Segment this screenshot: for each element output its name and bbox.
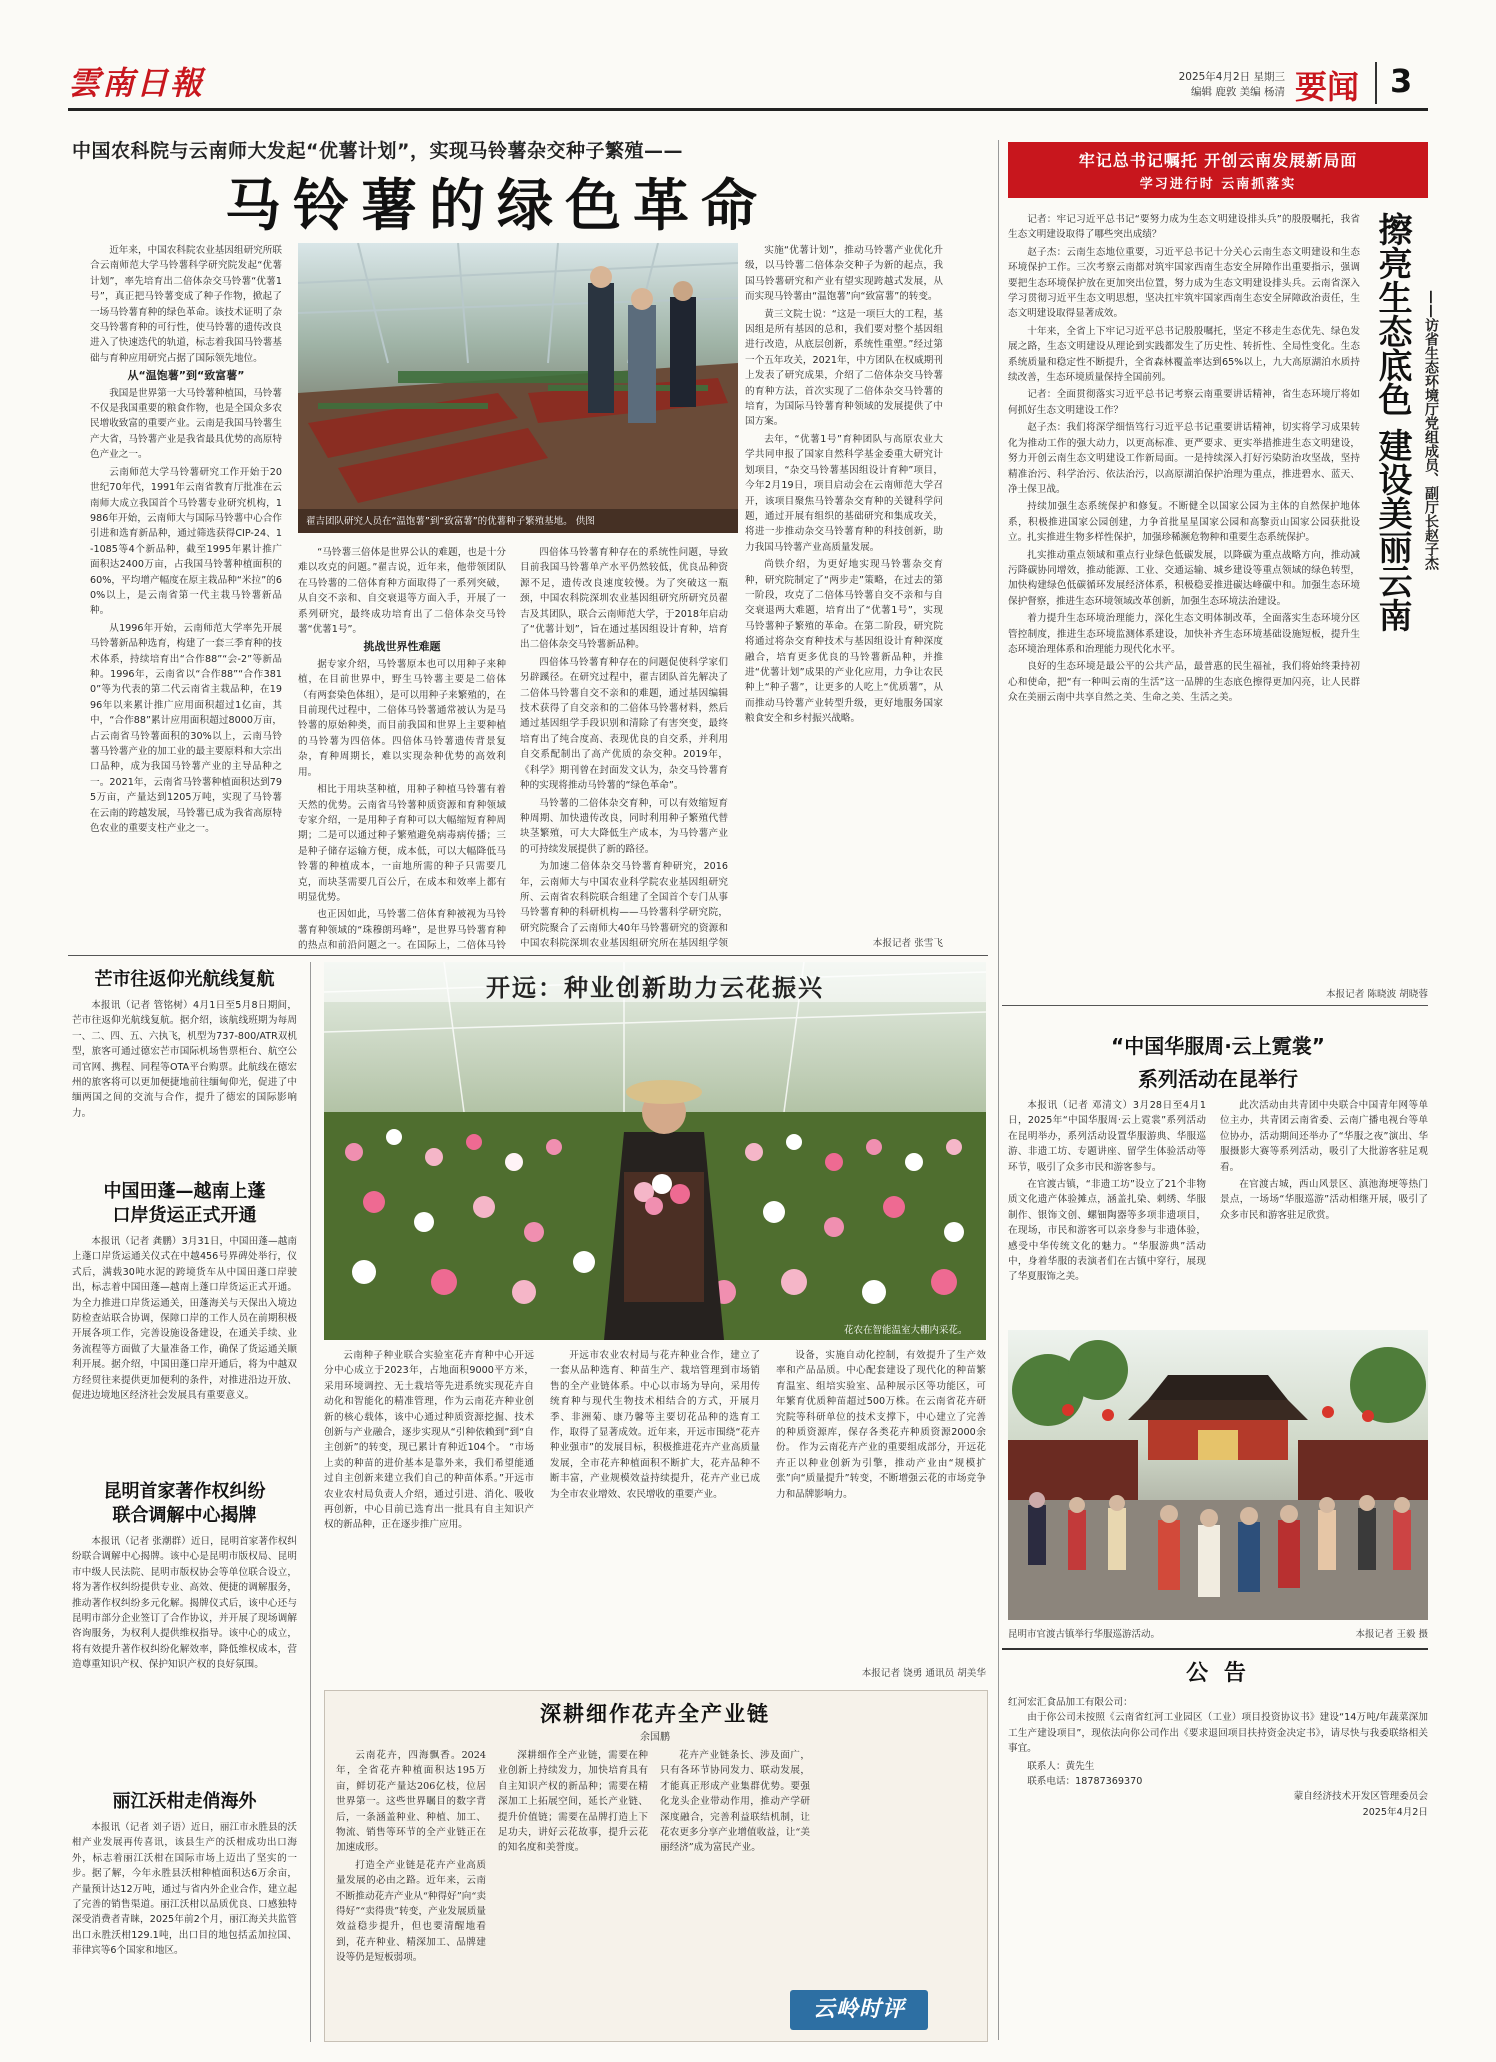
column-rule-right: [998, 140, 999, 2040]
kaiyuan-column-3: 设备，实施自动化控制，有效提升了生产效率和产品品质。中心配套建设了现代化的种苗繁育温室、组培实验室、品种展示区等功能区，可年繁育优质种苗超过500万株。在云南省花卉研究院等科研单位的技术支撑下，中心建立了完善的种质资源库，保存各类花卉种质资源2000余份。 作为云南花卉产业的重要组成部分，开远花卉正以种业创新为引擎，推动产业由“规模扩张”向“质量提升”转变，不断增强云花的市场竞争力和品牌影响力。: [776, 1350, 986, 1500]
kaiyuan-column-1: 云南种子种业联合实验室花卉育种中心开远分中心成立于2023年，占地面积9000平方米，采用环境调控、无土栽培等先进系统实现花卉自动化和智能化的精准管理，作为云南花卉种业创新的核心载体，该中心通过种质资源挖掘、技术创新与产业融合，逐步实现从“引种依赖到”到“自主创新”的转变，现已累计育种近104个。 “市场上卖的种苗的进价基本是靠外来，我们希望能通过自主创新来建立我们自己的种苗体系。”开远市农业农村局负责人介绍，通过引进、消化、吸收再创新，中心目前已选育出一批具有自主知识产权的新品种，正在逐步推广应用。: [324, 1350, 534, 1531]
hanfu-title-line-1: “中国华服周·云上霓裳”: [1111, 1034, 1325, 1058]
commentary-column-3: 花卉产业链条长、涉及面广，只有各环节协同发力、联动发展，才能真正形成产业集群优势。要强化龙头企业带动作用，推动产学研深度融合，完善利益联结机制，让花农更多分享产业增值收益，让“美丽经济”成为富民产业。: [660, 1750, 810, 1854]
potato-photo-caption: 翟吉团队研究人员在“温饱薯”到“致富薯”的优薯种子繁殖基地。 供图: [306, 516, 595, 527]
section-name: 要闻: [1295, 68, 1360, 106]
potato-greenhouse-photo: [298, 243, 738, 533]
notice-title: 公 告: [1186, 1661, 1250, 1686]
hanfu-headline: [1008, 1030, 1428, 1092]
hanfu-title-line-2: 系列活动在昆举行: [1138, 1067, 1298, 1091]
lead-column-3: 四倍体马铃薯育种存在的系统性问题，导致目前我国马铃薯单产水平仍然较低，优良品种资源不足，遗传改良速度较慢。为了突破这一瓶颈，中国农科院深圳农业基因组研究所研究员翟吉及其团队，联合云南师范大学，于2018年启动了“优薯计划”，旨在通过基因组设计育种，培育出二倍体杂交马铃薯新品种。 四倍体马铃薯育种存在的问题促使科学家们另辟蹊径。在研究过程中，翟吉团队首先解决了二倍体马铃薯自交不亲和的难题，通过基因编辑技术获得了自交亲和的二倍体马铃薯材料，然后通过基因组学手段识别和清除了有害突变，最终培育出了纯合度高、表现优良的自交系，并利用自交系配制出了高产优质的杂交种。2019年，《科学》期刊曾在封面发文认为，杂交马铃薯育种的实现将推动马铃薯的“绿色革命”。 马铃薯的二倍体杂交育种，可以有效缩短育种周期、加快遗传改良，同时利用种子繁殖代替块茎繁殖，可大大降低生产成本，为马铃薯产业的可持续发展提供了新的路径。 为加速二倍体杂交马铃薯育种研究，2016年，云南师大与中国农业科学院农业基因组研究所、云南省农科院联合组建了全国首个专门从事马铃薯育种的科研机构——马铃薯科学研究院，研究院聚合了云南师大40年马铃薯研究的资源和中国农科院深圳农业基因组研究所在基因组学领: [520, 547, 728, 950]
hanfu-column-2: 此次活动由共青团中央联合中国青年网等单位主办，共青团云南省委、云南广播电视台等单位协办，活动期间还举办了“华服之夜”演出、华服摄影大赛等系列活动，吸引了大批游客驻足观看。 在官渡古城，西山风景区、滇池海埂等热门景点，一场场“华服巡游”活动相继开展，吸引了众多市民和游客驻足欣赏。: [1220, 1100, 1428, 1221]
kaiyuan-photo-caption: 花农在智能温室大棚内采花。: [844, 1325, 968, 1336]
commentary-column-1: 云南花卉，四海飘香。2024年，全省花卉种植面积达195万亩，鲜切花产量达206亿枝，位居世界第一。这些世界瞩目的数字背后，一条涵盖种业、种植、加工、物流、销售等环节的全产业链正在加速成形。 打造全产业链是花卉产业高质量发展的必由之路。近年来，云南不断推动花卉产业从“种得好”向“卖得好”“卖得贵”转变，产业发展质量效益稳步提升，但也要清醒地看到，花卉种业、精深加工、品牌建设等仍是短板弱项。: [336, 1750, 486, 1964]
hanfu-photo-byline: 本报记者 王毅 摄: [1355, 1629, 1428, 1640]
left-news-4-title: 丽江沃柑走俏海外: [112, 1791, 257, 1812]
notice-body: 由于你公司未按照《云南省红河工业园区（工业）项目投资协议书》建设“14万吨/年蔬菜深加工生产建设项目”，现依法向你公司作出《要求退回项目扶持资金决定书》，请尽快与我委联络相关事宜。: [1008, 1712, 1428, 1755]
sidebar-body: 记者：牢记习近平总书记“要努力成为生态文明建设排头兵”的殷殷嘱托，我省生态文明建设取得了哪些突出成绩？ 赵子杰：云南生态地位重要，习近平总书记十分关心云南生态文明建设和生态环境保护工作。三次考察云南都对筑牢国家西南生态安全屏障作出重要指示，强调要把生态环境保护放在更加突出位置，努力成为生态文明建设排头兵。云南省深入学习贯彻习近平生态文明思想，坚决扛牢筑牢国家西南生态安全屏障政治责任，生态文明建设取得显著成效。 十年来，全省上下牢记习近平总书记殷殷嘱托，坚定不移走生态优先、绿色发展之路，生态文明建设从理论到实践都发生了历史性、转折性、全局性变化。生态系统质量和稳定性不断提升，全省森林覆盖率达到65%以上，九大高原湖泊水质持续改善，生态环境质量保持全国前列。 记者：全面贯彻落实习近平总书记考察云南重要讲话精神，省生态环境厅将如何抓好生态文明建设工作？ 赵子杰：我们将深学细悟笃行习近平总书记重要讲话精神，切实将学习成果转化为推动工作的强大动力，以更高标准、更严要求、更实举措推进生态文明建设，努力开创云南生态文明建设工作新局面。一是持续深入打好污染防治攻坚战，坚持精准治污、科学治污、依法治污，以高原湖泊保护治理为重点，推进碧水、蓝天、净土保卫战。 持续加强生态系统保护和修复。不断健全以国家公园为主体的自然保护地体系，积极推进国家公园创建，力争首批星星国家公园和高黎贡山国家公园获批设立。扎实推进生物多样性保护，加强珍稀濒危物种和重要生态系统保护。 扎实推动重点领域和重点行业绿色低碳发展，以降碳为重点战略方向，推动减污降碳协同增效，推动能源、工业、交通运输、城乡建设等重点领域的绿色转型，加快构建绿色低碳循环发展经济体系，积极稳妥推进碳达峰碳中和。加强生态环境保护督察，推进生态环境领域改革创新，加强生态环境法治建设。 着力提升生态环境治理能力，深化生态文明体制改革，全面落实生态环境分区管控制度，推进生态环境监测体系建设，加快补齐生态环境基础设施短板，提升生态环境治理体系和治理能力现代化水平。 良好的生态环境是最公平的公共产品，最普惠的民生福祉，我们将始终秉持初心和使命，把“有一种叫云南的生活”这一品牌的生态底色擦得更加闪亮，让人民群众在美丽云南中共享自然之美、生命之美、生活之美。: [1008, 214, 1360, 704]
lead-kicker: 中国农科院与云南师大发起“优薯计划”，实现马铃薯杂交种子繁殖——: [72, 140, 683, 162]
lead-column-1: 近年来，中国农科院农业基因组研究所联合云南师范大学马铃薯科学研究院发起“优薯计划”，率先培育出二倍体杂交马铃薯“优薯1号”，真正把马铃薯变成了种子作物，掀起了一场马铃薯育种的绿色革命。该技术证明了杂交马铃薯育种的可行性，使马铃薯的遗传改良进入了快速迭代的轨道，标志着我国马铃薯基础与育种应用研究占据了国际领先地位。 从“温饱薯”到“致富薯” 我国是世界第一大马铃薯种植国，马铃薯不仅是我国重要的粮食作物，也是全国众多农民增收致富的重要产业。云南是我国马铃薯生产大省，马铃薯产业是我省最具优势的高原特色产业之一。 云南师范大学马铃薯研究工作开始于20世纪70年代，1991年云南省教育厅批准在云南师大成立我国首个马铃薯专业研究机构，1986年开始，云南师大与国际马铃薯中心合作引进和选育新品种，通过筛选获得CIP-24、1-1085等4个新品种，截至1995年累计推广面积达2400万亩，占我国马铃薯种植面积的60%，平均增产幅度在原主栽品种“米拉”的60%以上，是云南省第一代主栽马铃薯新品种。 从1996年开始，云南师范大学率先开展马铃薯新品种选育，构建了一套三季育种的技术体系，持续培育出“合作88”“会-2”等新品种。1996年，云南省以“合作88”“合作3810”等为代表的第二代云南省主栽品种，在1996年以来累计推广应用面积超过1亿亩，其中，“合作88”累计应用面积超过8000万亩，占云南省马铃薯面积的30%以上，云南马铃薯马铃薯产业的加工业的最主要原料和大宗出口品种，成为我国马铃薯产业的主导品种之一。2021年，云南省马铃薯种植面积达到795万亩，产量达到1205万吨，实现了马铃薯在云南的跨越发展，马铃薯已成为我省高原特色农业的重要支柱产业之一。: [90, 245, 282, 835]
left-news-1-title: 芒市往返仰光航线复航: [94, 969, 275, 990]
left-news-3: [72, 1480, 297, 1799]
hanfu-column-1: 本报讯（记者 邓清文）3月28日至4月1日，2025年“中国华服周·云上霓裳”系列活动在昆明举办，系列活动设置华服游典、华服巡游、非遗工坊、专题讲座、留学生体验活动等环节，吸引了众多市民和游客参与。 在官渡古镇，“非遗工坊”设立了21个非物质文化遗产体验摊点，涵盖扎染、刺绣、华服制作、银饰文创、螺钿陶器等多项非遗项目，在现场，市民和游客可以亲身参与非遗体验，感受中华传统文化的魅力。“华服游典”活动中，身着华服的表演者们在古镇中穿行，展现了华夏服饰之美。: [1008, 1100, 1206, 1283]
flower-greenhouse-photo: [324, 962, 986, 1340]
lead-title: 马铃薯的绿色革命: [225, 174, 769, 239]
kaiyuan-title: 开远：种业创新助力云花振兴: [486, 974, 824, 1002]
sidebar-vertical-subtitle: ——访省生态环境厅党组成员、副厅长赵子杰: [1423, 290, 1439, 570]
hanfu-parade-image: [1008, 1330, 1428, 1620]
sidebar-byline: 本报记者 陈晓波 胡晓蓉: [1325, 989, 1428, 1000]
commentary-author: 余国鹏: [640, 1732, 670, 1743]
left-news-4: [72, 1790, 297, 2035]
sidebar-vertical-title: 擦亮生态底色 建设美丽云南: [1372, 212, 1412, 632]
left-news-3-body: 本报讯（记者 张潮群）近日，昆明首家著作权纠纷联合调解中心揭牌。该中心是昆明市版权局、昆明市中级人民法院、昆明市版权协会等单位联合设立，将为著作权纠纷提供专业、高效、便捷的调解服务，推动著作权纠纷多元化解。揭牌仪式后，该中心还与昆明市部分企业签订了合作协议，并开展了现场调解咨询服务，为权利人提供维权指导。该中心的成立，将有效提升著作权纠纷化解效率，降低维权成本，营造尊重知识产权、保护知识产权的良好氛围。: [72, 1536, 297, 1671]
notice-contact: 联系人：黄先生: [1027, 1760, 1095, 1772]
column-rule-left: [310, 962, 311, 2042]
left-news-column: [72, 968, 297, 1178]
section-rule-right: [1002, 1005, 1428, 1006]
newspaper-logo: 雲南日報: [68, 64, 205, 102]
notice-box: [1008, 1652, 1428, 2032]
hanfu-parade-photo: [1008, 1330, 1428, 1620]
left-news-2-body: 本报讯（记者 龚鹏）3月31日，中国田蓬—越南上蓬口岸货运通关仪式在中越456号界碑处举行，仪式后，满载30吨水泥的跨境货车从中国田蓬口岸驶出，标志着中国田蓬—越南上蓬口岸货运正式开通。为全力推进口岸货运通关，田蓬海关与天保出入境边防检查站联合协调，保障口岸的工作人员在前期积极开展各项工作，完善设施设备建设，在通关手续、业务流程等方面做了大量准备工作，确保了货运通关顺利开展。据介绍，中国田蓬口岸开通后，将为中越双方经贸往来提供更加便利的条件，对推进沿边开放、促进边境地区经济社会发展具有重要意义。: [72, 1236, 297, 1402]
sidebar-banner-line-1: 牢记总书记嘱托 开创云南发展新局面: [1078, 151, 1358, 170]
flower-greenhouse-image: [324, 962, 986, 1340]
left-news-3-title: 昆明首家著作权纠纷 联合调解中心揭牌: [103, 1481, 266, 1526]
commentary-column-2: 深耕细作全产业链，需要在种业创新上持续发力，加快培育具有自主知识产权的新品种；需要在精深加工上拓展空间，延长产业链、提升价值链；需要在品牌打造上下足功夫，讲好云花故事，提升云花的知名度和美誉度。: [498, 1750, 648, 1854]
page-number: 3: [1390, 62, 1413, 100]
commentary-title: 深耕细作花卉全产业链: [540, 1702, 770, 1726]
commentary-badge: 云岭时评: [790, 1990, 928, 2030]
kaiyuan-column-2: 开远市农业农村局与花卉种业合作，建立了一套从品种选育、种苗生产、栽培管理到市场销售的全产业链体系。中心以市场为导向，采用传统育种与现代生物技术相结合的方式，开展月季、非洲菊、康乃馨等主要切花品种的选育工作，取得了显著成效。近年来，开远市围绕“花卉种业强市”的发展目标，积极推进花卉产业高质量发展，全市花卉种植面积不断扩大，花卉品种不断丰富，产业规模效益持续提升，花卉产业已成为全市农业增效、农民增收的重要产业。: [550, 1350, 760, 1500]
notice-company: 红河宏汇食品加工有限公司：: [1008, 1697, 1133, 1708]
lead-byline: 本报记者 张雪飞: [872, 938, 943, 949]
sidebar-banner: [1008, 142, 1428, 198]
notice-date: 2025年4月2日: [1362, 1806, 1428, 1818]
lead-column-2: “马铃薯三倍体是世界公认的难题，也是十分难以攻克的问题。”翟吉说，近年来，他带领团队在马铃薯的二倍体育种方面取得了一系列突破，从自交不亲和、自交衰退等方面入手，开展了一系列研究，最终成功培育出了二倍体杂交马铃薯“优薯1号”。 挑战世界性难题 据专家介绍，马铃薯原本也可以用种子来种植，在目前世界中，野生马铃薯主要是二倍体（有两套染色体组），是可以用种子来繁殖的，在目前现代过程中，二倍体马铃薯通常被认为是马铃薯的原始种类，而目前我国和世界上主要种植的马铃薯为四倍体。四倍体马铃薯遗传背景复杂，育种周期长，难以实现杂种优势的高效利用。 相比于用块茎种植，用种子种植马铃薯有着天然的优势。云南省马铃薯种质资源和育种领域专家介绍，一是用种子育种可以大幅缩短育种周期；二是可以通过种子繁殖避免病毒病传播；三是种子储存运输方便，成本低，可以大幅降低马铃薯的种植成本，一亩地所需的种子只需要几克，而块茎需要几百公斤，在成本和效率上都有明显优势。 也正因如此，马铃薯二倍体育种被视为马铃薯育种领域的“珠穆朗玛峰”，是世界马铃薯育种的热点和前沿问题之一。在国际上，二倍体马铃: [298, 547, 506, 952]
kaiyuan-byline: 本报记者 饶勇 通讯员 胡美华: [861, 1668, 986, 1679]
lead-subheading-1: 从“温饱薯”到“致富薯”: [127, 369, 245, 383]
lead-column-4: 实施“优薯计划”，推动马铃薯产业优化升级，以马铃薯二倍体杂交种子为新的起点，我国马铃薯研究和产业有望实现跨越式发展，从而实现马铃薯由“温饱薯”向“致富薯”的转变。 黄三文院士说：“这是一项巨大的工程，基因组是所有基因的总和，我们要对整个基因组进行改造，从底层创新，系统性重塑。”经过第一个五年攻关，2021年，中方团队在权威期刊上发表了研究成果，介绍了二倍体杂交马铃薯的育种方法，首次实现了二倍体杂交马铃薯的培育，为国际马铃薯育种领域的发展提供了中国方案。 去年，“优薯1号”育种团队与高原农业大学共同申报了国家自然科学基金委重大研究计划项目，“杂交马铃薯基因组设计育种”项目，今年2月19日，项目启动会在云南师范大学召开，该项目聚焦马铃薯杂交育种的关键科学问题，通过开展有组织的基础研究和集成攻关，将进一步推动杂交马铃薯育种的科技创新，助力我国马铃薯产业高质量发展。 尚铁介绍，为更好地实现马铃薯杂交育种，研究院制定了“两步走”策略，在过去的第一阶段，攻克了二倍体马铃薯自交不亲和与自交衰退两大难题，培育出了“优薯1号”，实现马铃薯种子繁殖的革命。在第二阶段，研究院将通过将杂交育种技术与基因组设计育种深度融合，培育更多优良的马铃薯新品种，并推进“优薯计划”成果的产业化应用，力争让农民种上“种子薯”，让更多的人吃上“优质薯”，从而推动马铃薯产业转型升级，更好地服务国家粮食安全和乡村振兴战略。: [745, 245, 943, 725]
lead-subheading-2: 挑战世界性难题: [363, 640, 441, 654]
masthead-rule: [68, 108, 1428, 111]
left-news-2: [72, 1180, 297, 1484]
left-news-4-body: 本报讯（记者 刘子语）近日，丽江市永胜县的沃柑产业发展再传喜讯，该县生产的沃柑成功出口海外，标志着丽江沃柑在国际市场上迈出了坚实的一步。据了解，今年永胜县沃柑种植面积达6万余亩，产量预计达12万吨，通过与省内外企业合作，建立起了完善的销售渠道。丽江沃柑以品质优良、口感独特深受消费者青睐，2025年前2个月，丽江海关共监管出口永胜沃柑129.1吨，出口目的地包括孟加拉国、菲律宾等6个国家和地区。: [72, 1822, 297, 1957]
notice-rule: [1002, 1648, 1428, 1650]
left-news-2-title: 中国田蓬—越南上蓬 口岸货运正式开通: [103, 1181, 266, 1226]
potato-greenhouse-image: [298, 243, 738, 533]
section-rule-left: [68, 955, 988, 956]
hanfu-photo-caption: 昆明市官渡古镇举行华服巡游活动。: [1008, 1629, 1161, 1640]
left-news-1-body: 本报讯（记者 管铭树）4月1日至5月8日期间，芒市往返仰光航线复航。据介绍，该航线班期为每周一、二、四、五、六执飞，机型为737-800/ATR双机型，旅客可通过德宏芒市国际机场售票柜台、航空公司官网、携程、同程等OTA平台购票。此航线在德宏州的旅客将可以更加便捷地前往缅甸仰光，促进了中缅两国之间的交流与合作，提升了德宏的国际影响力。: [72, 1000, 297, 1119]
issue-date: 2025年4月2日 星期三: [1178, 71, 1285, 83]
masthead-info: [1130, 70, 1285, 100]
issue-editors: 编辑 鹿敦 美编 杨清: [1190, 86, 1285, 98]
masthead-divider: [1375, 62, 1377, 104]
sidebar-banner-line-2: 学习进行时 云南抓落实: [1139, 177, 1297, 192]
notice-signer: 蒙自经济技术开发区管理委员会: [1293, 1791, 1428, 1803]
notice-phone: 联系电话：18787369370: [1027, 1776, 1143, 1788]
